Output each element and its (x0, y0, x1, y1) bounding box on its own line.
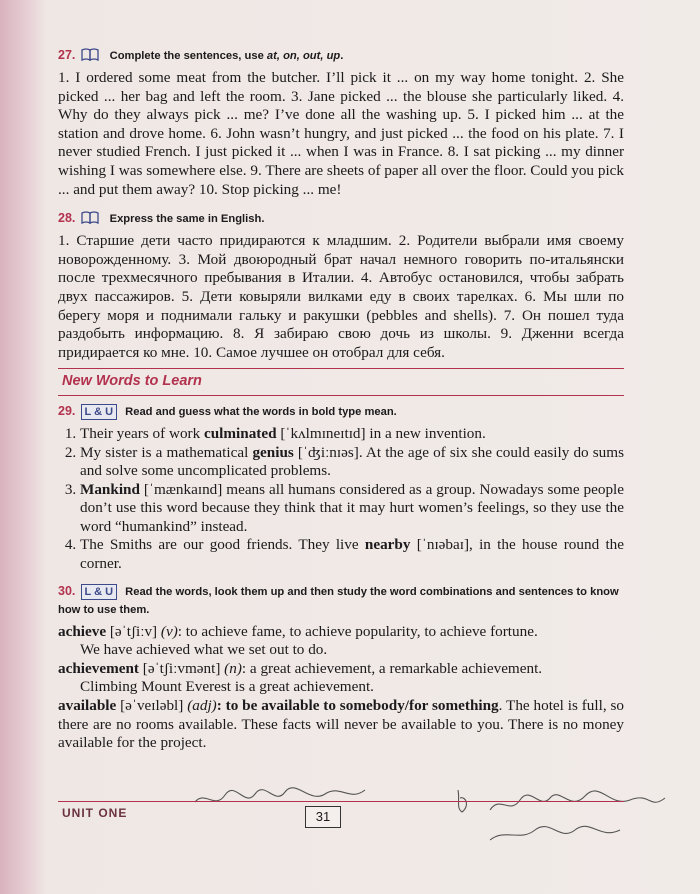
section-divider-bottom (58, 395, 624, 396)
exercise-27-text: 1. I ordered some meat from the butcher. I’ll pick it ... on my way home tonight. 2. She picked ... her bag and left the room. 3. Jane picked ... the blouse she particularly liked. 4. Why do they always pick ... me? I’ve done all the washing up. 5. I picked him ... at the station and drove home. 6. John wasn’t hungry, and just picked ... the food on his plate. 7. I never studied French. I just picked it ... when I was in France. 8. I sat picking ... my dinner wishing I was somewhere else. 9. There are sheets of paper all over the floor. Could you pick ... and put them away? 10. Stop picking ... me! (58, 69, 624, 198)
entry-pos: (n) (224, 659, 242, 677)
exercise-30 (58, 582, 624, 753)
entry-pron: [əˈtʃiːvmənt] (138, 659, 225, 677)
entry-def: : a great achievement, a remarkable achievement. (241, 659, 543, 677)
vocab-entry-achievement (58, 660, 624, 697)
exercise-number: 29. (58, 403, 76, 418)
instruction-text: Complete the sentences, use (109, 50, 267, 62)
handwriting-scribble (190, 780, 670, 850)
exercise-27-header (58, 46, 624, 65)
instruction-words: at, on, out, up (266, 50, 341, 62)
exercise-number: 30. (58, 583, 76, 598)
entry-word: achievement (58, 659, 139, 677)
unit-label: UNIT ONE (62, 806, 128, 820)
list-item (80, 536, 624, 573)
item-text: The Smiths are our good friends. They live (80, 536, 365, 554)
exercise-number: 28. (58, 211, 76, 226)
open-book-icon (81, 48, 99, 61)
page-number: 31 (305, 806, 341, 828)
exercise-28-header (58, 209, 624, 228)
bold-word: Mankind (80, 480, 140, 498)
entry-word: available (58, 697, 117, 715)
instruction-text: Express the same in English. (109, 213, 265, 226)
exercise-30-header (58, 582, 624, 619)
section-title: New Words to Learn (62, 373, 202, 390)
list-item (80, 425, 624, 444)
item-text: [ˈʤiːnɪəs]. At the age of six she could easily do sums and solve some uncomplicated problems. (80, 443, 624, 480)
list-item (80, 481, 624, 537)
item-text: [ˈkʌlmɪneɪtɪd] in a new invention. (276, 424, 486, 442)
bold-word: nearby (364, 536, 411, 554)
entry-pos: (adj) (187, 697, 217, 715)
footer-divider (58, 801, 624, 802)
item-text: [ˈnɪəbaɪ], in the house round the corner. (80, 536, 624, 573)
entry-pron: [əˈtʃiːv] (106, 622, 161, 640)
exercise-28 (58, 209, 624, 362)
exercise-28-text: 1. Старшие дети часто придираются к младшим. 2. Родители выбрали имя своему новорожденному. 3. Мой двоюродный брат начал немного говорить по-итальянски после трехмесячного пребывания в Италии. 4. Автобус остановился, чтобы забрать двух пассажиров. 5. Дети ковыряли вилками еду в своих тарелках. 6. Мы шли по берегу моря и поднимали гальку и ракушки (pebbles and shells). 7. Он пошел туда раздобыть информацию. 8. Я забираю свою дочь из школы. 9. Дженни всегда придирается ко мне. 10. Самое лучшее он отобрал для себя. (58, 232, 624, 361)
lu-badge: L & U (81, 584, 118, 600)
list-item (80, 444, 624, 481)
instruction-text: Read and guess what the words in bold type mean. (125, 405, 397, 418)
entry-pos: (v) (160, 622, 178, 640)
lu-badge: L & U (81, 404, 118, 420)
page-content (58, 46, 624, 759)
entry-example: Climbing Mount Everest is a great achievement. (80, 678, 374, 696)
exercise-number: 27. (58, 48, 76, 62)
vocab-entry-achieve (58, 623, 624, 660)
entry-pron: [əˈveɪləbl] (116, 697, 188, 715)
entry-def-bold: : to be available to somebody/for something (216, 697, 499, 715)
entry-def: : to achieve fame, to achieve popularity, to achieve fortune. (177, 622, 538, 640)
vocab-entry-available (58, 697, 624, 753)
exercise-27 (58, 46, 624, 199)
instruction-end: . (340, 50, 344, 62)
entry-def: . The hotel is full, so there are no rooms available. These facts will never be available to you. There is no money available for the project. (58, 697, 624, 752)
exercise-29-list (58, 425, 624, 574)
item-text: Their years of work (80, 424, 204, 442)
item-text: My sister is a mathematical (80, 443, 253, 461)
exercise-29-header (58, 402, 624, 421)
bold-word: culminated (203, 424, 277, 442)
bold-word: genius (252, 443, 294, 461)
entry-word: achieve (58, 622, 107, 640)
exercise-29 (58, 402, 624, 574)
open-book-icon (81, 211, 99, 224)
item-text: [ˈmænkaɪnd] means all humans considered as a group. Nowadays some people don’t use this word because they think that it may hurt women’s feelings, so they use the word “humankind” instead. (80, 480, 624, 535)
entry-example: We have achieved what we set out to do. (80, 641, 328, 659)
instruction-text: Read the words, look them up and then study the word combinations and sentences to know how to use them. (58, 585, 619, 616)
